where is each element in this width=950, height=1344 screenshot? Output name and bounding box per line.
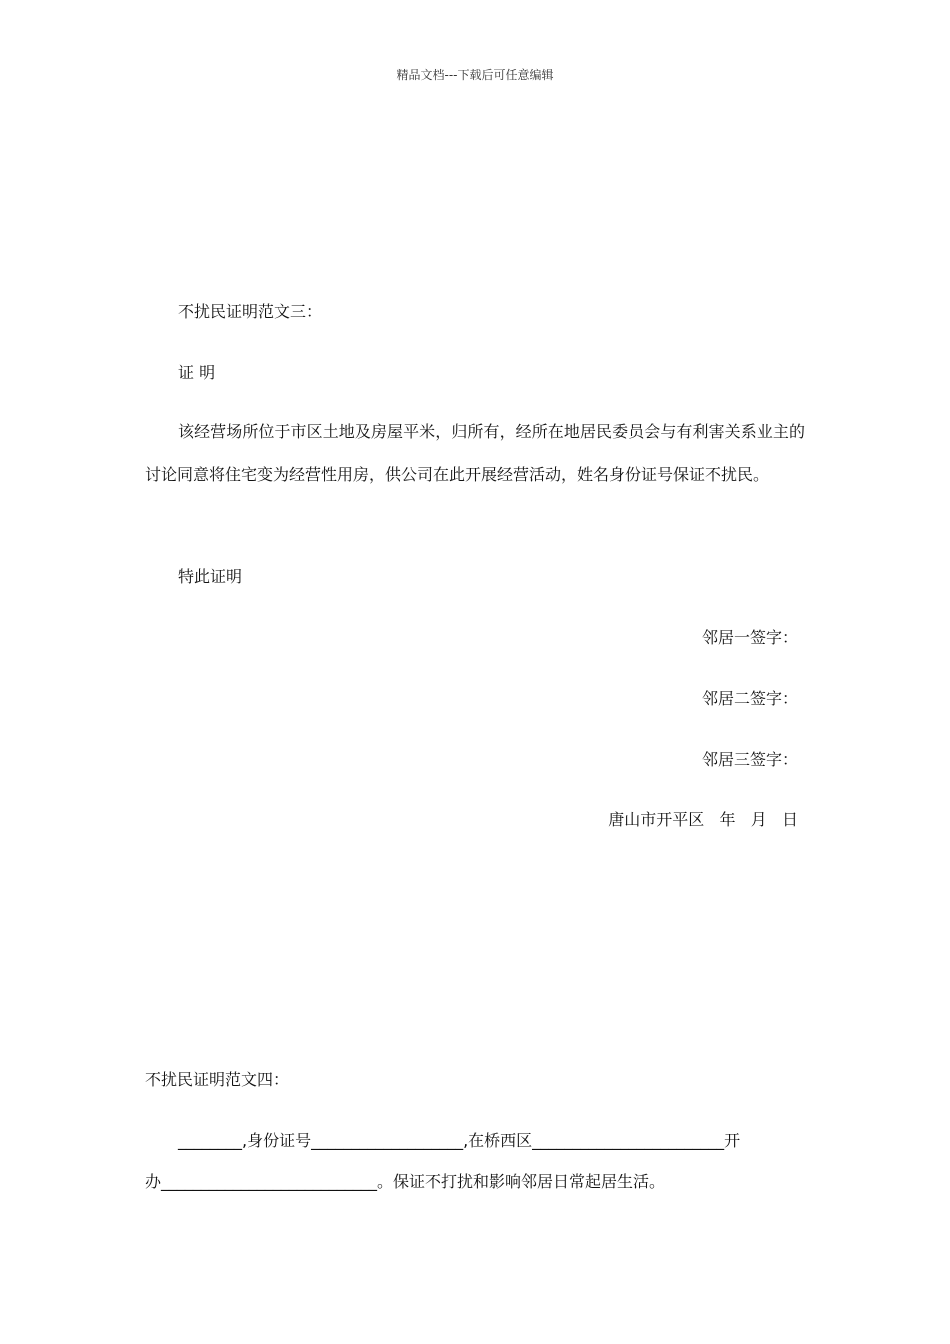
certificate-title: 证 明 bbox=[178, 363, 216, 382]
place-date: 唐山市开平区 年 月 日 bbox=[608, 810, 798, 829]
closing-text: 特此证明 bbox=[178, 567, 243, 586]
sample3-heading: 不扰民证明范文三： bbox=[178, 302, 323, 321]
signature-line-2: 邻居二签字： bbox=[701, 689, 798, 708]
signature-line-1: 邻居一签字： bbox=[701, 628, 798, 647]
signature-line-3: 邻居三签字： bbox=[701, 750, 798, 769]
sample4-line-1: ________,身份证号___________________,在桥西区________________________开 bbox=[178, 1131, 741, 1150]
certificate-body: 该经营场所位于市区土地及房屋平米，归所有，经所在地居民委员会与有利害关系业主的讨论同意将住宅变为经营性用房，供公司在此开展经营活动，姓名身份证号保证不扰民。 bbox=[145, 422, 805, 484]
sample4-line-2: 办___________________________。保证不打扰和影响邻居日常起居生活。 bbox=[145, 1172, 666, 1191]
page-header: 精品文档---下载后可任意编辑 bbox=[396, 68, 554, 82]
sample4-heading: 不扰民证明范文四： bbox=[145, 1070, 290, 1089]
